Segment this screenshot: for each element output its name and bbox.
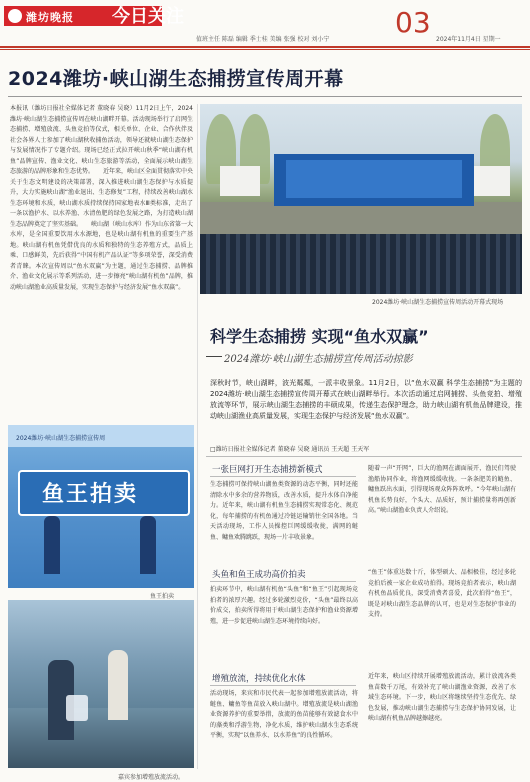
release-photo-caption: 嘉宾参加增殖放流活动。 xyxy=(118,774,185,781)
main-event-photo xyxy=(200,104,522,294)
masthead-rule-thin xyxy=(0,49,530,50)
newspaper-brand: 潍坊晚报 xyxy=(26,11,74,24)
photo-person xyxy=(108,650,128,720)
section-title: 今日关注 xyxy=(112,6,184,27)
date-line: 2024年11月4日 星期一 xyxy=(436,36,501,43)
fish-bag xyxy=(66,695,88,721)
section-text-right: “鱼王”体重达数十斤，体型硕大、品相极佳，经过多轮竞拍后被一家企业成功拍得。现场竞拍者表示，峡山湖有机鱼品质优良，深受消费者喜爱，此次拍得“鱼王”，既是对峡山湖生态品牌的认可，也是对生态保护事业的支持。 xyxy=(368,569,516,618)
feature-byline: □潍坊日报社全媒体记者 董晓春 吴晓 通讯员 王天超 王天军 xyxy=(210,446,370,453)
subtitle-dash xyxy=(206,356,222,357)
page-number: 03 xyxy=(395,6,431,39)
headline-divider xyxy=(8,96,522,97)
photo-tent xyxy=(220,166,260,196)
section-heading: 头鱼和鱼王成功高价拍卖 xyxy=(212,570,306,580)
column-divider xyxy=(197,104,198,769)
section-heading-rule xyxy=(210,685,356,686)
section-heading-rule xyxy=(210,476,356,477)
section-text-right: 近年来，峡山区持续开展增殖放流活动，累计放流各类鱼苗数千万尾，有效补充了峡山湖渔业资源，改善了水域生态环境。下一步，峡山区将继续坚持生态优先、绿色发展，推动峡山湖生态捕捞与生态保护协同发展，让峡山湖有机鱼品牌越擦越亮。 xyxy=(368,673,516,722)
photo-top-text: 2024潍坊·峡山湖生态捕捞宣传周 xyxy=(16,435,106,442)
section-heading: 增殖放流，持续优化水体 xyxy=(212,674,306,684)
photo-water xyxy=(8,708,194,768)
photo-tent xyxy=(470,166,510,196)
feature-title: 科学生态捕捞 实现“鱼水双赢” xyxy=(210,327,429,346)
auction-photo-caption: 鱼王拍卖 xyxy=(150,593,175,600)
section-heading-rule xyxy=(210,581,356,582)
feature-intro: 深秋时节，峡山湖畔，波光粼粼，一派丰收景象。11月2日，以“鱼水双赢 科学生态捕捞”为主题的2024潍坊·峡山湖生态捕捞宣传周开幕式在峡山湖畔举行。本次活动通过启网捕捞、头鱼竞拍、增殖放流等环节，展示峡山湖生态捕捞的丰硕成果，传递生态保护理念，助力峡山湖有机鱼品牌建设，推动峡山湖渔业高质量发展，实现生态保护与经济发展“鱼水双赢”。 xyxy=(210,379,522,420)
section-text-left: 活动现场，来宾和市民代表一起参加增殖放流活动，将鲢鱼、鳙鱼等鱼苗放入峡山湖中。增殖放流是峡山湖渔业资源养护的重要举措，放流的鱼苗能够有效滤食水中的藻类和浮游生物，净化水质，维护峡山湖水生态系统平衡，实现“以鱼养水、以水养鱼”的良性循环。 xyxy=(210,690,358,739)
section-text-right: 随着一声“开网”，巨大的渔网在湖面展开，渔民们驾驶渔船协同作业，将渔网缓缓收拢。一条条肥美的鲢鱼、鳙鱼跃出水面，引得现场观众阵阵欢呼。“今年峡山湖有机鱼长势良好，个头大、品质好，预计捕捞量将再创新高。”峡山湖渔业负责人介绍说。 xyxy=(368,465,516,514)
auction-photo xyxy=(8,425,194,588)
page-headline: 2024潍坊·峡山湖生态捕捞宣传周开幕 xyxy=(8,68,344,90)
feature-subtitle: 2024潍坊·峡山湖生态捕捞宣传周活动掠影 xyxy=(224,354,413,365)
photo-crowd xyxy=(200,234,522,294)
section-heading: 一张巨网打开生态捕捞新模式 xyxy=(212,465,323,475)
lead-article-text: 本报讯（潍坊日报社全媒体记者 董晓春 吴晓）11月2日上午，2024潍坊·峡山湖生态捕捞宣传周在峡山湖畔开幕。活动现场举行了启网生态捕捞、增殖放流、头鱼竞拍等仪式，相关单位、企业、合作伙伴及社会各界人士参加了峡山湖秋收捕鱼活动，领导还就峡山湖生态保护与发展情况作了专题介绍。现场已经正式拉开峡山秋季“峡山湖有机鱼”品牌宣传、渔业文化、峡山生态旅游等活动，全面展示峡山湖生态旅游的品牌形象和生态优势。 近年来，峡山区全面贯彻落实中央关于生态文明建设的决策部署，深入推进峡山湖生态保护与水质提升，大力实施峡山湖“渔业退出、生态修复”工程，持续改善峡山湖水生态环境和水质，峡山湖水质持续保持国家地表水Ⅲ类标准，走出了一条以渔护水、以水养渔、水清鱼肥的绿色发展之路，为打造峡山湖生态品牌奠定了坚实基础。 峡山湖（峡山水库）作为山东省第一大水库，是全国重要饮用水水源地，也是峡山湖有机鱼的重要生产基地。峡山湖有机鱼凭借优良的水质和独特的生态养殖方式，品质上乘、口感鲜美，先后获得“中国有机产品认证”等多项荣誉，深受消费者青睐。本次宣传周以“鱼水双赢”为主题，通过生态捕捞、品牌推介、渔业文化展示等系列活动，进一步擦亮“峡山湖有机鱼”品牌，推动峡山湖渔业高质量发展，实现生态保护与经济发展“鱼水双赢”。 xyxy=(10,105,194,291)
masthead-rule xyxy=(0,46,530,48)
section-text-left: 拍卖环节中，峡山湖有机鱼“头鱼”和“鱼王”引起现场竞拍者的浓厚兴趣。经过多轮激烈竞价，“头鱼”最终以高价成交，拍卖所得将用于峡山湖生态保护和渔业资源增殖，进一步促进峡山湖生态环境持续向好。 xyxy=(210,586,358,625)
photo-person xyxy=(140,516,156,574)
byline-divider xyxy=(206,456,522,457)
release-photo xyxy=(8,600,194,768)
photo-stage-screen xyxy=(286,160,462,198)
newspaper-logo-icon xyxy=(8,9,22,23)
main-photo-caption: 2024潍坊·峡山湖生态捕捞宣传周活动开幕式现场 xyxy=(372,299,504,306)
photo-person xyxy=(44,516,60,574)
photo-ground xyxy=(200,202,522,236)
auction-banner-text: 鱼王拍卖 xyxy=(42,482,139,507)
staff-line: 值班主任 陈磊 编辑 季士桂 美编 张强 校对 刘小宁 xyxy=(196,36,330,43)
section-text-left: 生态捕捞可保持峡山湖鱼类资源的动态平衡，同时还能清除水中多余的营养物质，改善水质，提升水体自净能力。近年来，峡山湖有机鱼生态捕捞实现常态化、规范化，每年捕捞的有机鱼通过冷链运输销往全国各地。当天活动现场，工作人员操控巨网缓缓收拢，满网的鲢鱼、鳙鱼欢腾跳跃，现场一片丰收景象。 xyxy=(210,481,358,541)
